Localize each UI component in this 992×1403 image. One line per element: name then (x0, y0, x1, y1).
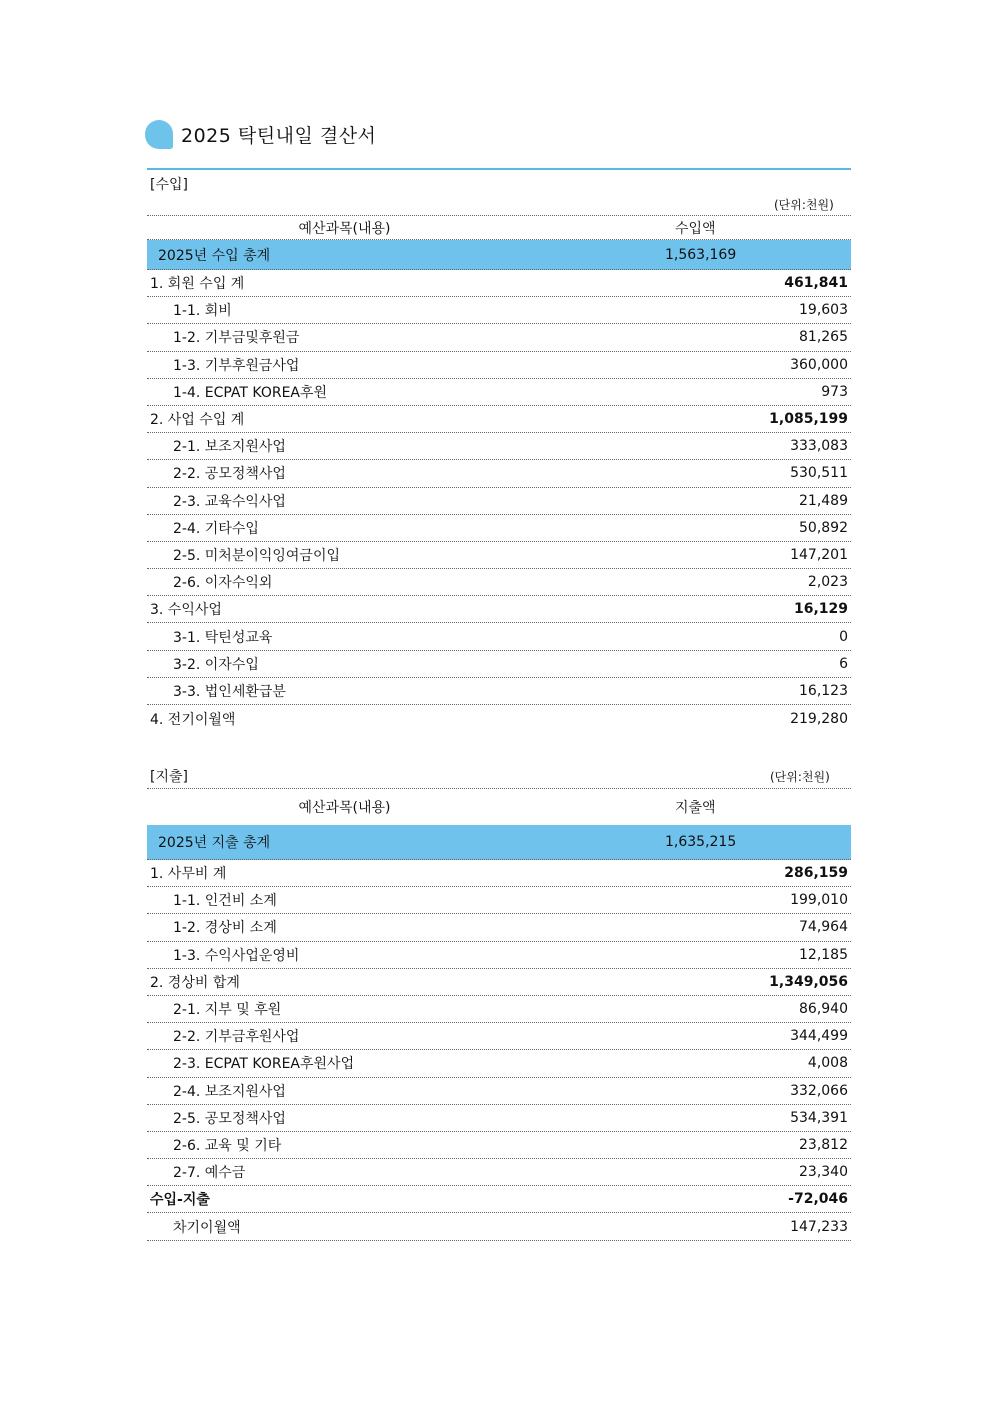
row-label: 1-2. 경상비 소계 (173, 920, 277, 937)
row-value: 461,841 (784, 275, 848, 292)
row-value: 19,603 (799, 302, 848, 319)
row-label: 2-7. 예수금 (173, 1165, 246, 1182)
row-label: 3-3. 법인세환급분 (173, 683, 286, 700)
row-value: 23,812 (799, 1136, 848, 1153)
income-header-amount: 수입액 (675, 220, 716, 237)
row-label: 2-1. 지부 및 후원 (173, 1002, 282, 1019)
table-row (147, 406, 851, 433)
expense-rows (147, 860, 851, 1241)
expense-header-amount: 지출액 (675, 800, 716, 816)
row-value: 74,964 (799, 919, 848, 936)
row-label: 차기이월액 (173, 1219, 241, 1236)
table-row (147, 297, 851, 324)
table-row (147, 569, 851, 596)
table-row (147, 515, 851, 542)
income-header-category: 예산과목(내용) (298, 220, 391, 237)
table-row (147, 460, 851, 487)
table-row (147, 623, 851, 650)
row-value: 50,892 (799, 519, 848, 536)
row-label: 1. 회원 수입 계 (150, 276, 245, 293)
row-label: 2-5. 미처분이익잉여금이입 (173, 547, 341, 564)
table-row (147, 324, 851, 351)
row-label: 2-5. 공모정책사업 (173, 1110, 286, 1127)
document-title-text: 2025 탁틴내일 결산서 (181, 124, 377, 147)
table-row (147, 969, 851, 996)
row-label: 수입-지출 (150, 1192, 210, 1209)
row-value: 360,000 (790, 356, 848, 373)
table-row (147, 887, 851, 914)
income-table-header (147, 215, 851, 240)
expense-unit-label: (단위:천원) (770, 770, 830, 784)
row-value: 973 (821, 383, 848, 400)
row-value: 6 (839, 655, 848, 672)
expense-section-label: [지출] (150, 769, 188, 785)
expense-total-value: 1,635,215 (665, 834, 737, 850)
income-total-label: 2025년 수입 총계 (158, 247, 271, 264)
title-bullet-icon (145, 120, 173, 149)
row-value: -72,046 (788, 1191, 848, 1208)
row-value: 4,008 (807, 1055, 848, 1072)
row-label: 2. 경상비 합계 (150, 974, 240, 991)
income-unit-label: (단위:천원) (774, 198, 834, 212)
table-row (147, 1159, 851, 1186)
table-row (147, 860, 851, 887)
row-label: 1-3. 기부후원금사업 (173, 357, 300, 374)
row-value: 199,010 (790, 892, 848, 909)
row-value: 530,511 (790, 465, 848, 482)
row-label: 3-2. 이자수입 (173, 656, 259, 673)
row-label: 2-6. 이자수익외 (173, 575, 273, 592)
row-label: 2. 사업 수입 계 (150, 412, 245, 429)
row-value: 16,129 (793, 601, 848, 618)
row-label: 3. 수익사업 (150, 602, 222, 619)
row-value: 219,280 (790, 710, 848, 727)
table-row (147, 433, 851, 460)
row-value: 16,123 (799, 682, 848, 699)
table-row (147, 651, 851, 678)
row-value: 344,499 (790, 1028, 848, 1045)
row-value: 86,940 (799, 1001, 848, 1018)
row-label: 1-1. 인건비 소계 (173, 893, 277, 910)
row-label: 2-6. 교육 및 기타 (173, 1137, 282, 1154)
row-value: 534,391 (790, 1109, 848, 1126)
row-label: 1-3. 수익사업운영비 (173, 947, 300, 964)
table-row (147, 1186, 851, 1213)
table-row (147, 488, 851, 515)
expense-table-header (147, 788, 851, 825)
row-value: 1,349,056 (769, 973, 848, 990)
table-row (147, 1105, 851, 1132)
expense-header-category: 예산과목(내용) (298, 800, 391, 816)
table-row (147, 542, 851, 569)
row-label: 1-4. ECPAT KOREA후원 (173, 384, 328, 401)
income-section-label: [수입] (150, 177, 188, 193)
title-divider (147, 168, 851, 170)
row-label: 3-1. 탁틴성교육 (173, 629, 273, 646)
row-label: 2-3. 교육수익사업 (173, 493, 286, 510)
table-row (147, 942, 851, 969)
document-title (145, 118, 376, 150)
table-row (147, 996, 851, 1023)
table-row (147, 1078, 851, 1105)
row-label: 2-2. 기부금후원사업 (173, 1029, 300, 1046)
table-row (147, 1213, 851, 1240)
table-row (147, 1023, 851, 1050)
income-total-value: 1,563,169 (665, 246, 737, 263)
row-label: 4. 전기이월액 (150, 711, 236, 728)
expense-total-row (147, 825, 851, 860)
table-row (147, 705, 851, 732)
table-row (147, 1050, 851, 1077)
row-value: 12,185 (799, 946, 848, 963)
table-row (147, 596, 851, 623)
income-table (147, 215, 851, 732)
row-value: 23,340 (799, 1164, 848, 1181)
table-row (147, 352, 851, 379)
table-row (147, 914, 851, 941)
row-label: 1-1. 회비 (173, 303, 232, 320)
row-value: 286,159 (784, 865, 848, 882)
row-value: 1,085,199 (769, 411, 848, 428)
row-label: 2-4. 보조지원사업 (173, 1083, 286, 1100)
table-row (147, 678, 851, 705)
row-label: 2-4. 기타수입 (173, 520, 259, 537)
income-total-row (147, 240, 851, 270)
row-value: 81,265 (799, 329, 848, 346)
row-label: 2-3. ECPAT KOREA후원사업 (173, 1056, 355, 1073)
row-value: 333,083 (790, 438, 848, 455)
expense-total-label: 2025년 지출 총계 (158, 835, 271, 851)
row-value: 147,233 (790, 1218, 848, 1235)
expense-table (147, 788, 851, 1241)
row-value: 147,201 (790, 546, 848, 563)
row-label: 2-2. 공모정책사업 (173, 466, 286, 483)
table-row (147, 270, 851, 297)
table-row (147, 379, 851, 406)
income-rows (147, 270, 851, 732)
row-value: 21,489 (799, 492, 848, 509)
row-value: 332,066 (790, 1082, 848, 1099)
row-label: 1. 사무비 계 (150, 866, 227, 883)
table-row (147, 1132, 851, 1159)
row-value: 0 (839, 628, 848, 645)
row-value: 2,023 (807, 574, 848, 591)
row-label: 1-2. 기부금및후원금 (173, 330, 300, 347)
row-label: 2-1. 보조지원사업 (173, 439, 286, 456)
